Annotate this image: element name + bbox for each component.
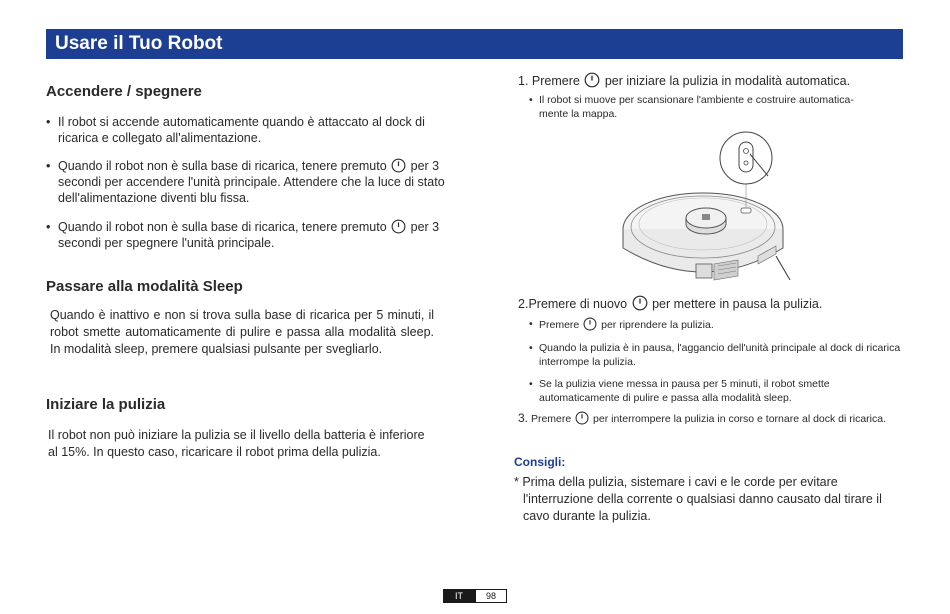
power-icon	[583, 317, 597, 331]
step-1: 1. Premere per iniziare la pulizia in modalità automatica.	[518, 74, 851, 88]
heading-sleep: Passare alla modalità Sleep	[46, 278, 243, 295]
tips-heading: Consigli:	[514, 455, 566, 469]
power-icon	[584, 72, 600, 88]
list-item: • Il robot si muove per scansionare l'ambiente e costruire automatica- mente la mappa.	[529, 94, 854, 120]
page-number: 98	[475, 589, 507, 603]
step-3: 3. Premere per interrompere la pulizia in corso e tornare al dock di ricarica.	[518, 411, 887, 425]
list-item: • Quando il robot non è sulla base di ricarica, tenere premuto per 3 secondi per spegnere l'unità principale.	[46, 220, 440, 250]
power-icon	[575, 411, 589, 425]
power-icon	[632, 295, 648, 311]
step-2: 2.Premere di nuovo per mettere in pausa la pulizia.	[518, 297, 823, 311]
power-icon	[391, 158, 406, 173]
list-item: • Quando la pulizia è in pausa, l'aggancio dell'unità principale al dock di ricarica interrompe la pulizia.	[529, 342, 901, 368]
heading-start: Iniziare la pulizia	[46, 396, 166, 413]
tip-text: * Prima della pulizia, sistemare i cavi e le corde per evitare l'interruzione della corrente o qualsiasi danno causato dal tirare il cavo durante la pulizia.	[514, 475, 882, 523]
language-badge: IT	[443, 589, 475, 603]
list-item: • Quando il robot non è sulla base di ricarica, tenere premuto per 3 secondi per accendere l'unità principale. Attendere che la luce di stato dell'alimentazione diventi blu fissa.	[46, 159, 445, 205]
list-item: • Premere per riprendere la pulizia.	[529, 318, 714, 331]
page-title: Usare il Tuo Robot	[46, 29, 903, 59]
robot-illustration	[618, 124, 796, 286]
sleep-text: Quando è inattivo e non si trova sulla base di ricarica per 5 minuti, il robot smette automaticamente di pulire e passa alla modalità sleep. In modalità sleep, premere qualsiasi pulsante per svegliarlo.	[50, 308, 434, 356]
list-item: • Se la pulizia viene messa in pausa per 5 minuti, il robot smette automaticamente di pulire e passa alla modalità sleep.	[529, 378, 830, 404]
heading-power: Accendere / spegnere	[46, 83, 202, 100]
power-icon	[391, 219, 406, 234]
list-item: • Il robot si accende automaticamente quando è attaccato al dock di ricarica e collegato all'alimentazione.	[46, 115, 425, 145]
start-text: Il robot non può iniziare la pulizia se il livello della batteria è inferiore al 15%. In questo caso, ricaricare il robot prima della pulizia.	[48, 428, 425, 459]
